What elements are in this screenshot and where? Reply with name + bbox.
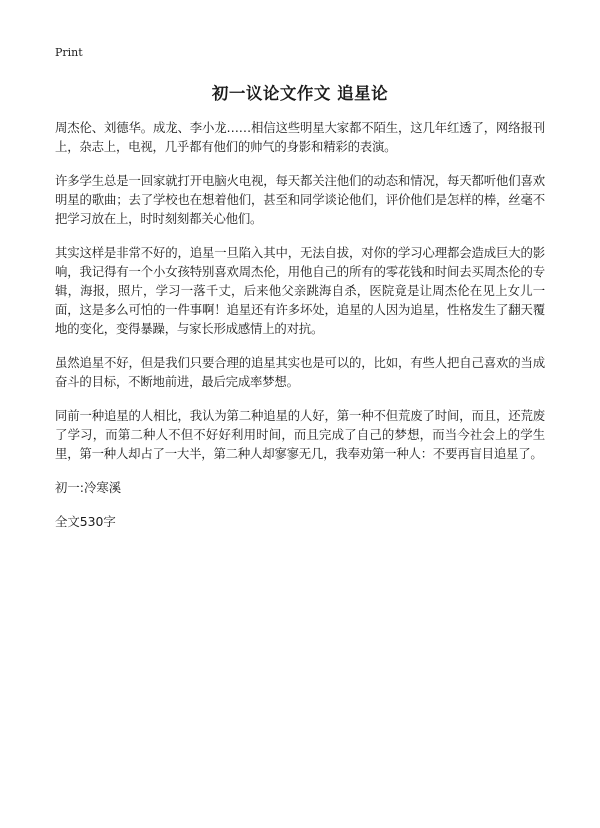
author-line: 初一:冷寒溪 (55, 480, 122, 495)
paragraph: 许多学生总是一回家就打开电脑火电视，每天都关注他们的动态和情况，每天都听他们喜欢明星的歌曲；去了学校也在想着他们，甚至和同学谈论他们，评价他们是怎样的棒，丝毫不把学习放在上，时时刻刻都关心他们。 (55, 173, 545, 226)
paragraph: 虽然追星不好，但是我们只要合理的追星其实也是可以的，比如，有些人把自己喜欢的当成奋斗的目标，不断地前进，最后完成率梦想。 (55, 355, 545, 389)
print-link[interactable]: Print (55, 46, 83, 59)
paragraph: 同前一种追星的人相比，我认为第二种追星的人好，第一种不但荒废了时间，而且，还荒废了学习，而第二种人不但不好好利用时间，而且完成了自己的梦想，而当今社会上的学生里，第一种人却占了一大半，第二种人却寥寥无几，我奉劝第一种人：不要再盲目追星了。 (55, 408, 545, 461)
article-title: 初一议论文作文 追星论 (211, 84, 389, 103)
paragraph: 周杰伦、刘德华。成龙、李小龙……相信这些明星大家都不陌生，这几年红透了，网络报刊上，杂志上，电视，几乎都有他们的帅气的身影和精彩的表演。 (55, 120, 545, 154)
word-count: 全文530字 (55, 514, 116, 529)
paragraph: 其实这样是非常不好的，追星一旦陷入其中，无法自拔，对你的学习心理都会造成巨大的影响，我记得有一个小女孩特别喜欢周杰伦，用他自己的所有的零花钱和时间去买周杰伦的专辑，海报，照片，学习一落千丈，后来他父亲跳海自杀，医院竟是让周杰伦在见上女儿一面，这是多么可怕的一件事啊！追星还有许多坏处，追星的人因为追星，性格发生了翻天覆地的变化，变得暴躁，与家长形成感情上的对抗。 (55, 245, 545, 336)
article-body (55, 118, 545, 546)
